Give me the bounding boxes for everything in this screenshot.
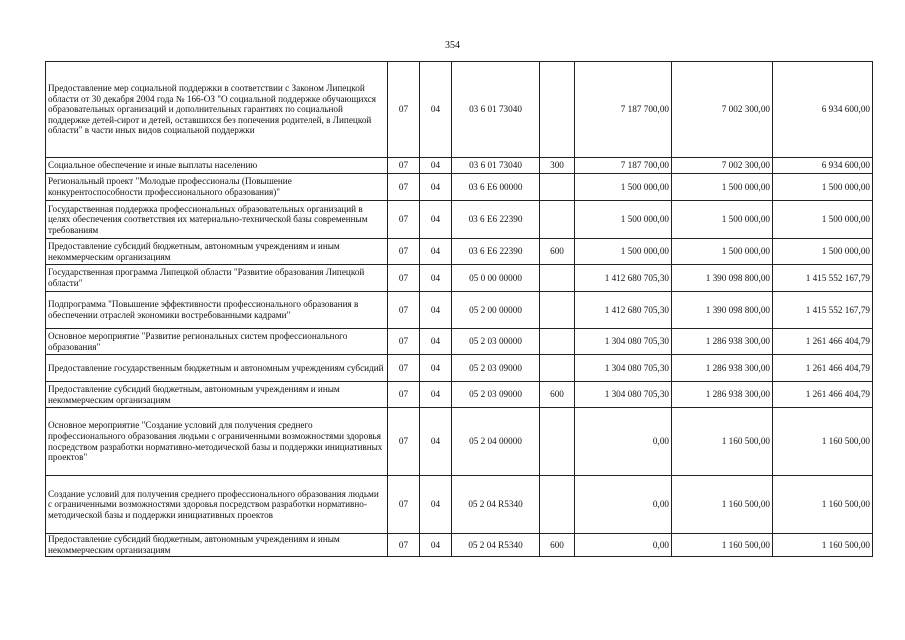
section-code: 07 (388, 174, 420, 201)
expense-type-code (540, 62, 575, 158)
row-name: Предоставление мер социальной поддержки в соответствии с Законом Липецкой области от 30 декабря 2004 года № 166-ОЗ "О социальной поддержке обучающихся образовательных организаций и дополнительных гарантиях по социальной поддержке детей-сирот и детей, оставшихся без попечения родителей, в Липецкой области" в части иных видов социальной поддержки (46, 62, 388, 158)
amount-3: 1 160 500,00 (773, 534, 873, 557)
amount-2: 7 002 300,00 (672, 62, 773, 158)
amount-1: 1 500 000,00 (575, 174, 672, 201)
subsection-code: 04 (420, 158, 452, 174)
article-code: 03 6 Е6 22390 (452, 201, 540, 239)
expense-type-code (540, 408, 575, 476)
amount-2: 1 500 000,00 (672, 174, 773, 201)
table-row (46, 201, 873, 239)
article-code: 05 2 03 09000 (452, 355, 540, 382)
expense-type-code (540, 476, 575, 534)
subsection-code: 04 (420, 382, 452, 408)
subsection-code: 04 (420, 355, 452, 382)
row-name: Основное мероприятие "Создание условий для получения среднего профессионального образования людьми с ограниченными возможностями здоровья посредством разработки нормативно-методической базы и поддержки инициативных проектов" (46, 408, 388, 476)
amount-3: 1 415 552 167,79 (773, 265, 873, 292)
amount-1: 1 412 680 705,30 (575, 292, 672, 329)
table-row (46, 382, 873, 408)
section-code: 07 (388, 62, 420, 158)
article-code: 05 2 04 00000 (452, 408, 540, 476)
amount-2: 1 160 500,00 (672, 408, 773, 476)
row-name: Предоставление субсидий бюджетным, автономным учреждениям и иным некоммерческим организациям (46, 382, 388, 408)
row-name: Государственная программа Липецкой области "Развитие образования Липецкой области" (46, 265, 388, 292)
expense-type-code (540, 201, 575, 239)
table-row (46, 476, 873, 534)
amount-1: 1 304 080 705,30 (575, 382, 672, 408)
expense-type-code: 600 (540, 239, 575, 265)
expense-type-code: 600 (540, 382, 575, 408)
expense-type-code: 300 (540, 158, 575, 174)
amount-3: 6 934 600,00 (773, 62, 873, 158)
amount-2: 1 500 000,00 (672, 239, 773, 265)
amount-3: 1 160 500,00 (773, 408, 873, 476)
section-code: 07 (388, 201, 420, 239)
expense-type-code (540, 329, 575, 355)
row-name: Предоставление субсидий бюджетным, автономным учреждениям и иным некоммерческим организациям (46, 534, 388, 557)
article-code: 03 6 01 73040 (452, 62, 540, 158)
row-name: Государственная поддержка профессиональных образовательных организаций в целях обеспечения соответствия их материально-технической базы современным требованиям (46, 201, 388, 239)
amount-3: 1 160 500,00 (773, 476, 873, 534)
row-name: Предоставление государственным бюджетным и автономным учреждениям субсидий (46, 355, 388, 382)
table-row (46, 292, 873, 329)
amount-2: 1 286 938 300,00 (672, 355, 773, 382)
article-code: 05 2 03 00000 (452, 329, 540, 355)
subsection-code: 04 (420, 265, 452, 292)
amount-3: 1 261 466 404,79 (773, 382, 873, 408)
article-code: 05 2 00 00000 (452, 292, 540, 329)
table-row (46, 534, 873, 557)
article-code: 05 2 04 R5340 (452, 534, 540, 557)
article-code: 05 0 00 00000 (452, 265, 540, 292)
row-name: Предоставление субсидий бюджетным, автономным учреждениям и иным некоммерческим организациям (46, 239, 388, 265)
expense-type-code: 600 (540, 534, 575, 557)
section-code: 07 (388, 158, 420, 174)
amount-1: 7 187 700,00 (575, 62, 672, 158)
subsection-code: 04 (420, 476, 452, 534)
section-code: 07 (388, 329, 420, 355)
expense-type-code (540, 174, 575, 201)
amount-2: 7 002 300,00 (672, 158, 773, 174)
section-code: 07 (388, 292, 420, 329)
article-code: 03 6 Е6 00000 (452, 174, 540, 201)
table-row (46, 158, 873, 174)
amount-3: 1 500 000,00 (773, 174, 873, 201)
amount-2: 1 390 098 800,00 (672, 265, 773, 292)
table-row (46, 408, 873, 476)
subsection-code: 04 (420, 62, 452, 158)
subsection-code: 04 (420, 534, 452, 557)
expense-type-code (540, 292, 575, 329)
article-code: 05 2 03 09000 (452, 382, 540, 408)
section-code: 07 (388, 534, 420, 557)
amount-1: 1 304 080 705,30 (575, 355, 672, 382)
amount-3: 1 500 000,00 (773, 239, 873, 265)
row-name: Региональный проект "Молодые профессионалы (Повышение конкурентоспособности профессионального образования)" (46, 174, 388, 201)
subsection-code: 04 (420, 292, 452, 329)
subsection-code: 04 (420, 329, 452, 355)
row-name: Основное мероприятие "Развитие региональных систем профессионального образования" (46, 329, 388, 355)
budget-table (45, 61, 873, 557)
amount-2: 1 160 500,00 (672, 534, 773, 557)
amount-1: 1 412 680 705,30 (575, 265, 672, 292)
article-code: 03 6 Е6 22390 (452, 239, 540, 265)
amount-1: 0,00 (575, 476, 672, 534)
amount-3: 1 500 000,00 (773, 201, 873, 239)
table-row (46, 265, 873, 292)
section-code: 07 (388, 355, 420, 382)
amount-3: 1 261 466 404,79 (773, 355, 873, 382)
section-code: 07 (388, 408, 420, 476)
table-row (46, 239, 873, 265)
amount-1: 7 187 700,00 (575, 158, 672, 174)
subsection-code: 04 (420, 201, 452, 239)
article-code: 03 6 01 73040 (452, 158, 540, 174)
amount-2: 1 500 000,00 (672, 201, 773, 239)
table-row (46, 355, 873, 382)
subsection-code: 04 (420, 408, 452, 476)
table-row (46, 329, 873, 355)
subsection-code: 04 (420, 239, 452, 265)
amount-3: 6 934 600,00 (773, 158, 873, 174)
amount-1: 1 500 000,00 (575, 201, 672, 239)
section-code: 07 (388, 382, 420, 408)
section-code: 07 (388, 239, 420, 265)
amount-2: 1 286 938 300,00 (672, 329, 773, 355)
page-number: 354 (445, 40, 460, 51)
article-code: 05 2 04 R5340 (452, 476, 540, 534)
table-row (46, 62, 873, 158)
table-row (46, 174, 873, 201)
row-name: Создание условий для получения среднего профессионального образования людьми с ограниченными возможностями здоровья посредством разработки нормативно-методической базы и поддержки инициативных проектов (46, 476, 388, 534)
section-code: 07 (388, 265, 420, 292)
amount-2: 1 160 500,00 (672, 476, 773, 534)
section-code: 07 (388, 476, 420, 534)
amount-3: 1 261 466 404,79 (773, 329, 873, 355)
expense-type-code (540, 355, 575, 382)
amount-3: 1 415 552 167,79 (773, 292, 873, 329)
amount-1: 1 304 080 705,30 (575, 329, 672, 355)
subsection-code: 04 (420, 174, 452, 201)
amount-2: 1 286 938 300,00 (672, 382, 773, 408)
expense-type-code (540, 265, 575, 292)
amount-2: 1 390 098 800,00 (672, 292, 773, 329)
amount-1: 0,00 (575, 408, 672, 476)
amount-1: 1 500 000,00 (575, 239, 672, 265)
row-name: Социальное обеспечение и иные выплаты населению (46, 158, 388, 174)
row-name: Подпрограмма "Повышение эффективности профессионального образования в обеспечении отраслей экономики востребованными кадрами" (46, 292, 388, 329)
amount-1: 0,00 (575, 534, 672, 557)
